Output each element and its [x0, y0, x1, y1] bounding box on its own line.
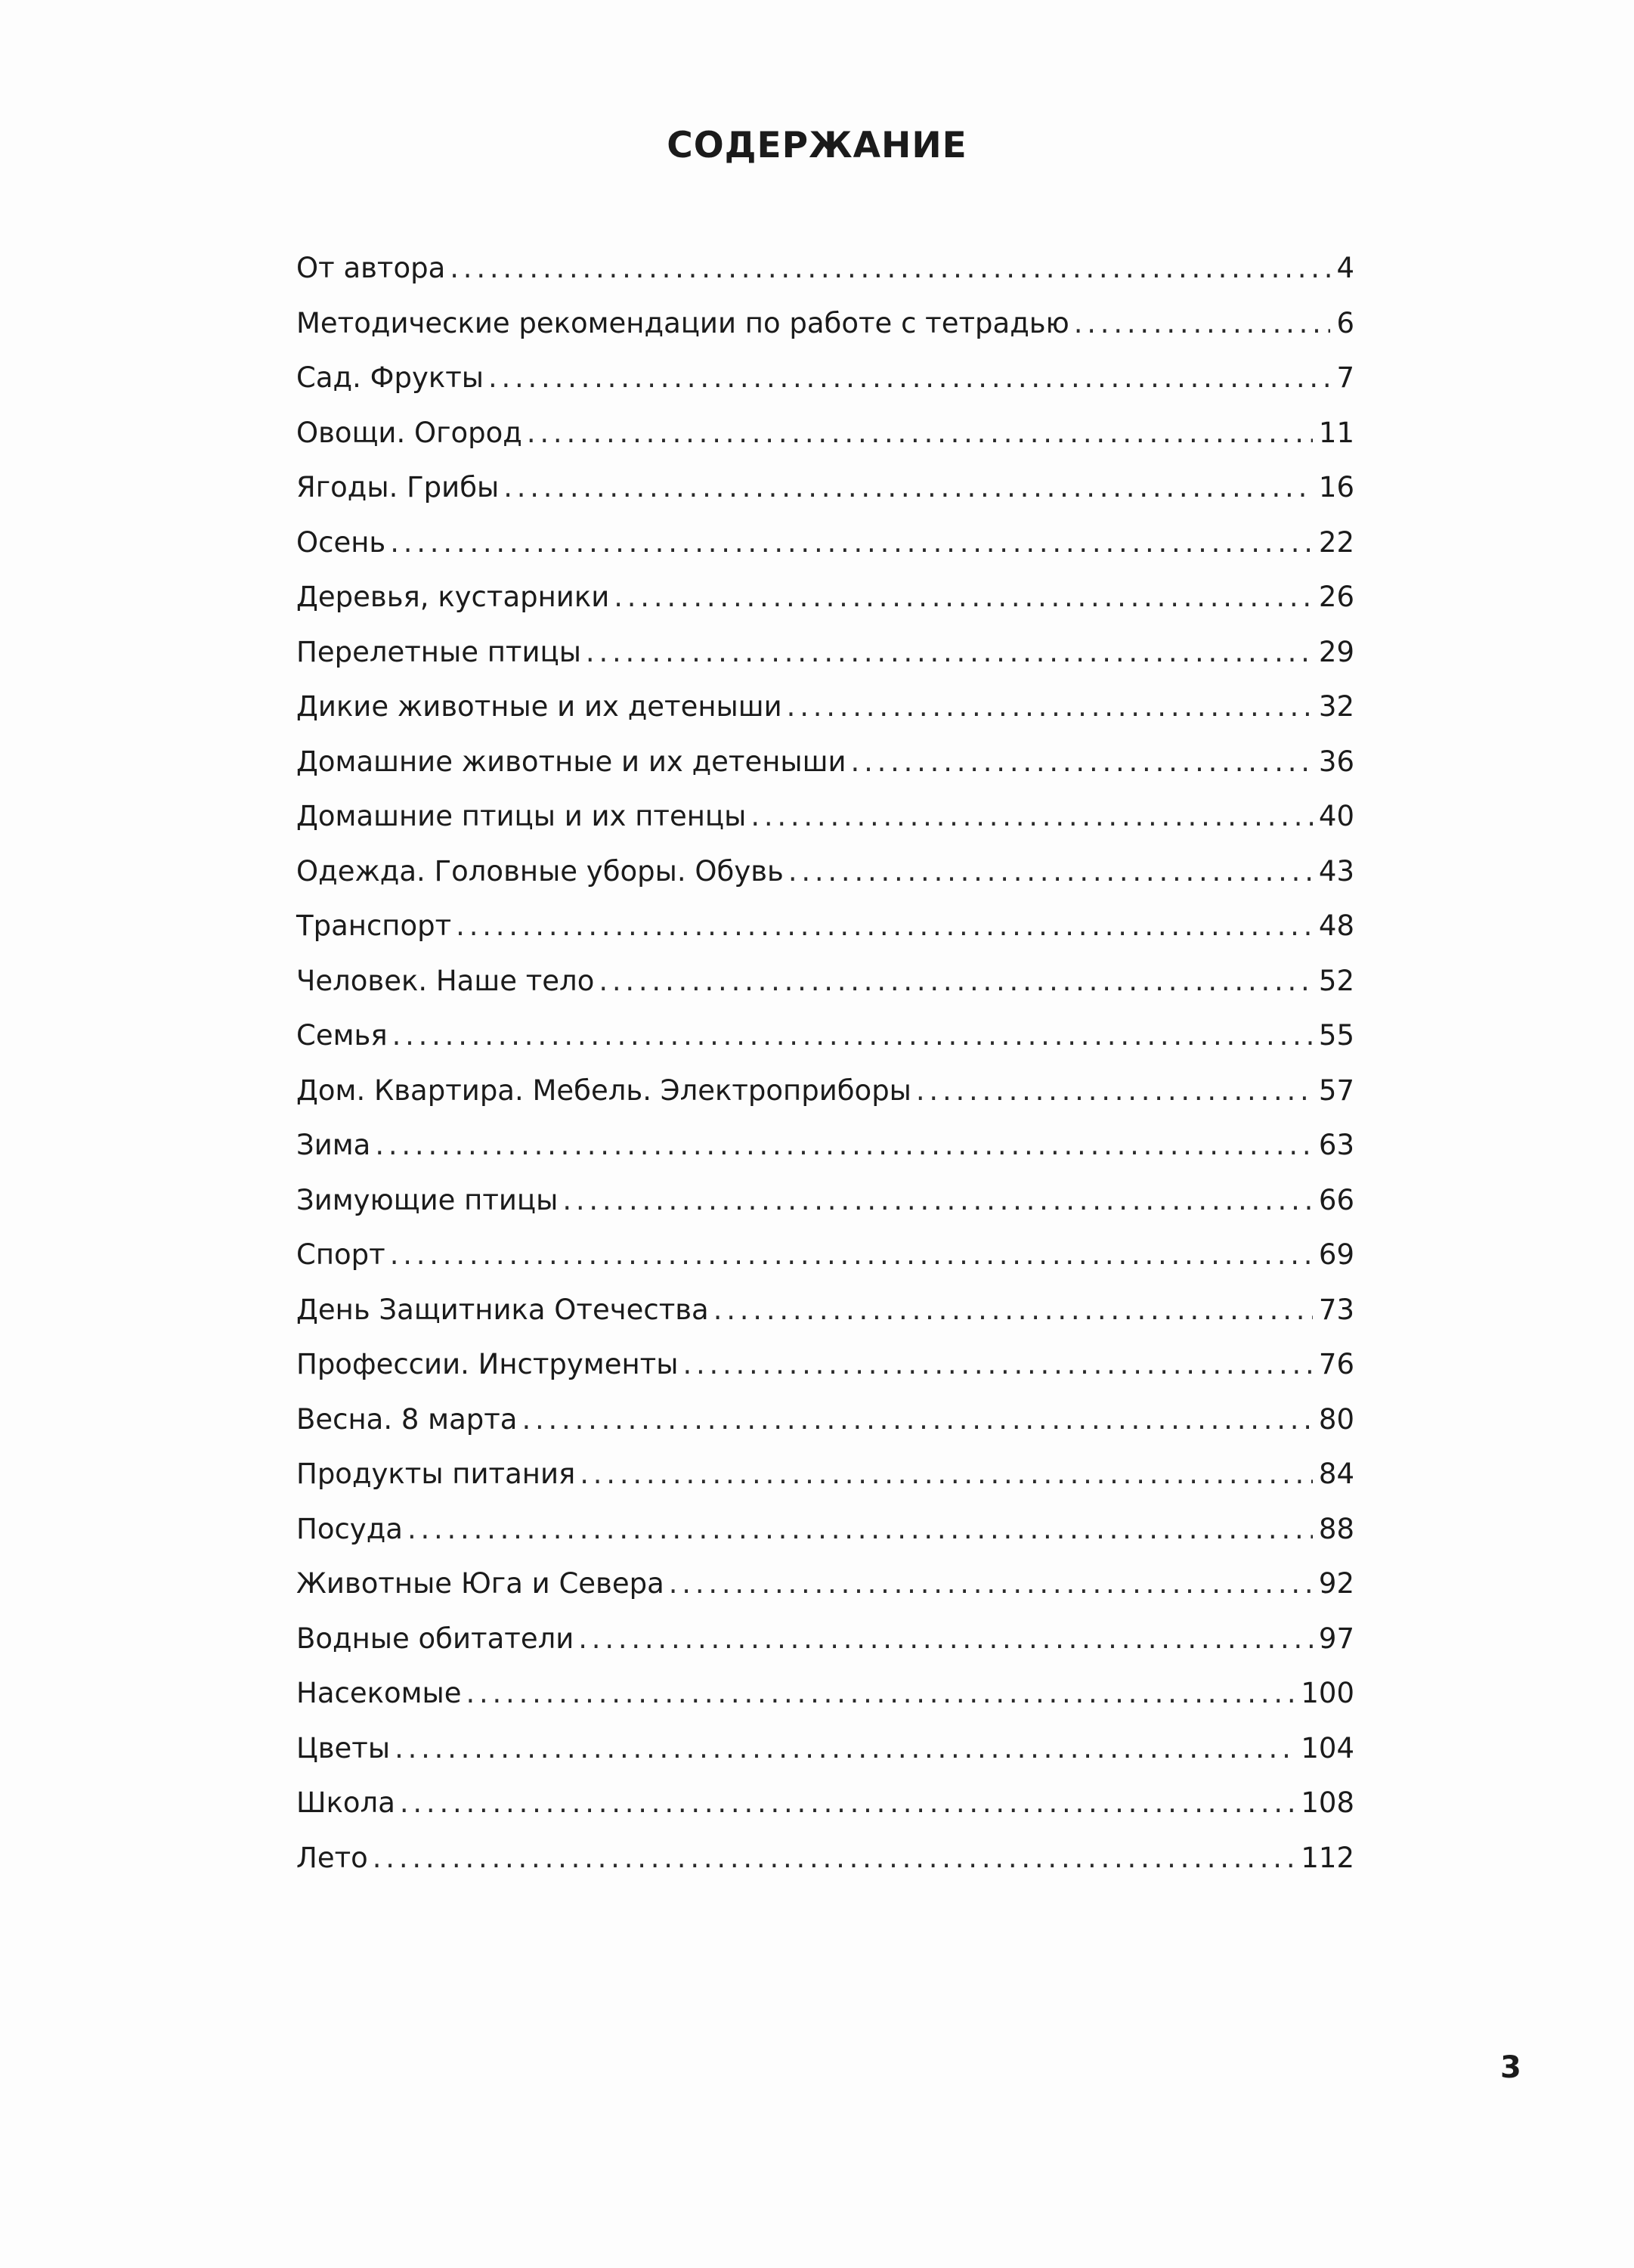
- toc-entry: [296, 1017, 1354, 1072]
- toc-entry-title: Осень: [296, 525, 386, 559]
- toc-dot-leader: [682, 1346, 1312, 1383]
- toc-entry: [296, 305, 1354, 360]
- toc-entry: [296, 798, 1354, 853]
- toc-entry-page: 73: [1318, 1293, 1354, 1326]
- toc-entry-page: 6: [1336, 306, 1354, 339]
- toc-dot-leader: [407, 1510, 1313, 1548]
- toc-dot-leader: [392, 1017, 1313, 1055]
- toc-entry-title: Зимующие птицы: [296, 1183, 559, 1216]
- toc-entry-page: 57: [1318, 1074, 1354, 1107]
- toc-dot-leader: [1074, 305, 1331, 342]
- table-of-contents: [296, 249, 1354, 1894]
- toc-dot-leader: [373, 1839, 1295, 1877]
- toc-entry-page: 104: [1301, 1731, 1354, 1765]
- toc-entry-page: 36: [1318, 745, 1354, 778]
- toc-entry-page: 4: [1336, 252, 1354, 284]
- toc-entry: [296, 634, 1354, 689]
- toc-entry: [296, 1455, 1354, 1510]
- toc-entry-page: 11: [1318, 416, 1354, 449]
- toc-entry-page: 26: [1318, 581, 1354, 613]
- toc-dot-leader: [466, 1675, 1295, 1712]
- toc-entry-title: Насекомые: [296, 1677, 462, 1709]
- toc-dot-leader: [390, 1236, 1313, 1274]
- page-title: СОДЕРЖАНИЕ: [667, 125, 967, 166]
- toc-dot-leader: [562, 1182, 1313, 1219]
- toc-entry-title: День Защитника Отечества: [296, 1293, 709, 1326]
- toc-entry: [296, 1182, 1354, 1237]
- toc-dot-leader: [614, 578, 1313, 616]
- toc-entry: [296, 1510, 1354, 1566]
- toc-dot-leader: [580, 1455, 1313, 1493]
- toc-entry-title: Весна. 8 марта: [296, 1402, 518, 1436]
- toc-dot-leader: [750, 798, 1313, 835]
- toc-dot-leader: [390, 524, 1313, 562]
- toc-entry-title: Методические рекомендации по работе с тетрадью: [296, 306, 1069, 339]
- toc-entry-title: Домашние птицы и их птенцы: [296, 800, 747, 832]
- toc-entry: [296, 1126, 1354, 1182]
- toc-entry: [296, 907, 1354, 962]
- toc-entry-title: Зима: [296, 1129, 371, 1161]
- toc-entry-title: Овощи. Огород: [296, 416, 522, 449]
- toc-entry-page: 22: [1318, 525, 1354, 559]
- toc-entry-page: 29: [1318, 635, 1354, 668]
- toc-entry-title: Сад. Фрукты: [296, 361, 484, 394]
- toc-entry-page: 112: [1301, 1841, 1354, 1874]
- toc-entry: [296, 743, 1354, 798]
- toc-entry: [296, 962, 1354, 1018]
- toc-dot-leader: [851, 743, 1313, 781]
- toc-entry-title: Деревья, кустарники: [296, 581, 610, 613]
- toc-dot-leader: [527, 414, 1313, 452]
- toc-entry-title: Школа: [296, 1786, 395, 1819]
- toc-entry-page: 92: [1318, 1567, 1354, 1600]
- toc-entry: [296, 578, 1354, 634]
- toc-entry-page: 100: [1301, 1677, 1354, 1709]
- toc-entry-title: Транспорт: [296, 909, 452, 942]
- toc-entry-title: Дикие животные и их детеныши: [296, 690, 782, 723]
- toc-entry-page: 80: [1318, 1402, 1354, 1436]
- toc-dot-leader: [395, 1730, 1295, 1768]
- toc-entry-page: 108: [1301, 1786, 1354, 1819]
- toc-entry: [296, 414, 1354, 469]
- toc-entry-title: Человек. Наше тело: [296, 964, 595, 997]
- toc-entry-title: Спорт: [296, 1238, 385, 1271]
- toc-dot-leader: [599, 962, 1313, 1000]
- toc-entry-page: 55: [1318, 1019, 1354, 1052]
- toc-entry: [296, 1620, 1354, 1675]
- toc-entry-title: Посуда: [296, 1512, 403, 1545]
- toc-dot-leader: [503, 469, 1313, 507]
- toc-entry: [296, 1072, 1354, 1127]
- toc-entry: [296, 853, 1354, 908]
- toc-dot-leader: [400, 1784, 1295, 1822]
- toc-dot-leader: [450, 249, 1330, 287]
- toc-entry-title: Профессии. Инструменты: [296, 1348, 679, 1380]
- toc-dot-leader: [578, 1620, 1313, 1658]
- toc-entry-title: Дом. Квартира. Мебель. Электроприборы: [296, 1074, 911, 1107]
- toc-dot-leader: [787, 688, 1313, 726]
- toc-entry-page: 63: [1318, 1129, 1354, 1161]
- toc-entry: [296, 1565, 1354, 1620]
- toc-entry-page: 88: [1318, 1512, 1354, 1545]
- toc-dot-leader: [916, 1072, 1313, 1110]
- toc-entry-title: Лето: [296, 1841, 368, 1874]
- toc-entry: [296, 1236, 1354, 1291]
- toc-entry: [296, 1291, 1354, 1346]
- toc-entry-title: Водные обитатели: [296, 1622, 574, 1655]
- toc-entry: [296, 1839, 1354, 1895]
- toc-entry: [296, 1730, 1354, 1785]
- toc-dot-leader: [375, 1126, 1313, 1164]
- toc-entry-page: 66: [1318, 1183, 1354, 1216]
- toc-entry-title: Перелетные птицы: [296, 635, 581, 668]
- toc-entry-page: 97: [1318, 1622, 1354, 1655]
- toc-entry: [296, 524, 1354, 579]
- toc-entry-page: 76: [1318, 1348, 1354, 1380]
- toc-entry-page: 43: [1318, 854, 1354, 888]
- toc-dot-leader: [488, 359, 1330, 397]
- toc-entry-page: 16: [1318, 471, 1354, 503]
- toc-dot-leader: [713, 1291, 1313, 1329]
- toc-dot-leader: [521, 1401, 1312, 1439]
- toc-entry-page: 48: [1318, 909, 1354, 942]
- toc-entry: [296, 1346, 1354, 1401]
- toc-entry-page: 84: [1318, 1458, 1354, 1490]
- toc-entry: [296, 1401, 1354, 1456]
- toc-dot-leader: [586, 634, 1313, 671]
- toc-entry-title: Цветы: [296, 1731, 391, 1765]
- toc-entry-title: Продукты питания: [296, 1458, 576, 1490]
- toc-entry-page: 7: [1336, 361, 1354, 394]
- toc-entry-title: Семья: [296, 1019, 388, 1052]
- toc-entry-title: Животные Юга и Севера: [296, 1567, 664, 1600]
- toc-entry-title: Домашние животные и их детеныши: [296, 745, 846, 778]
- toc-entry: [296, 469, 1354, 524]
- toc-entry: [296, 359, 1354, 414]
- toc-entry: [296, 249, 1354, 305]
- toc-dot-leader: [456, 907, 1313, 945]
- toc-entry-page: 52: [1318, 964, 1354, 997]
- toc-entry-page: 32: [1318, 690, 1354, 723]
- toc-dot-leader: [669, 1565, 1313, 1603]
- toc-entry-page: 40: [1318, 800, 1354, 832]
- toc-entry: [296, 1675, 1354, 1730]
- toc-entry-title: Одежда. Головные уборы. Обувь: [296, 854, 784, 888]
- toc-entry: [296, 688, 1354, 743]
- toc-entry-title: Ягоды. Грибы: [296, 471, 500, 503]
- toc-entry-title: От автора: [296, 252, 446, 284]
- toc-entry-page: 69: [1318, 1238, 1354, 1271]
- toc-dot-leader: [788, 853, 1313, 891]
- toc-entry: [296, 1784, 1354, 1839]
- page-number: 3: [1500, 2050, 1521, 2085]
